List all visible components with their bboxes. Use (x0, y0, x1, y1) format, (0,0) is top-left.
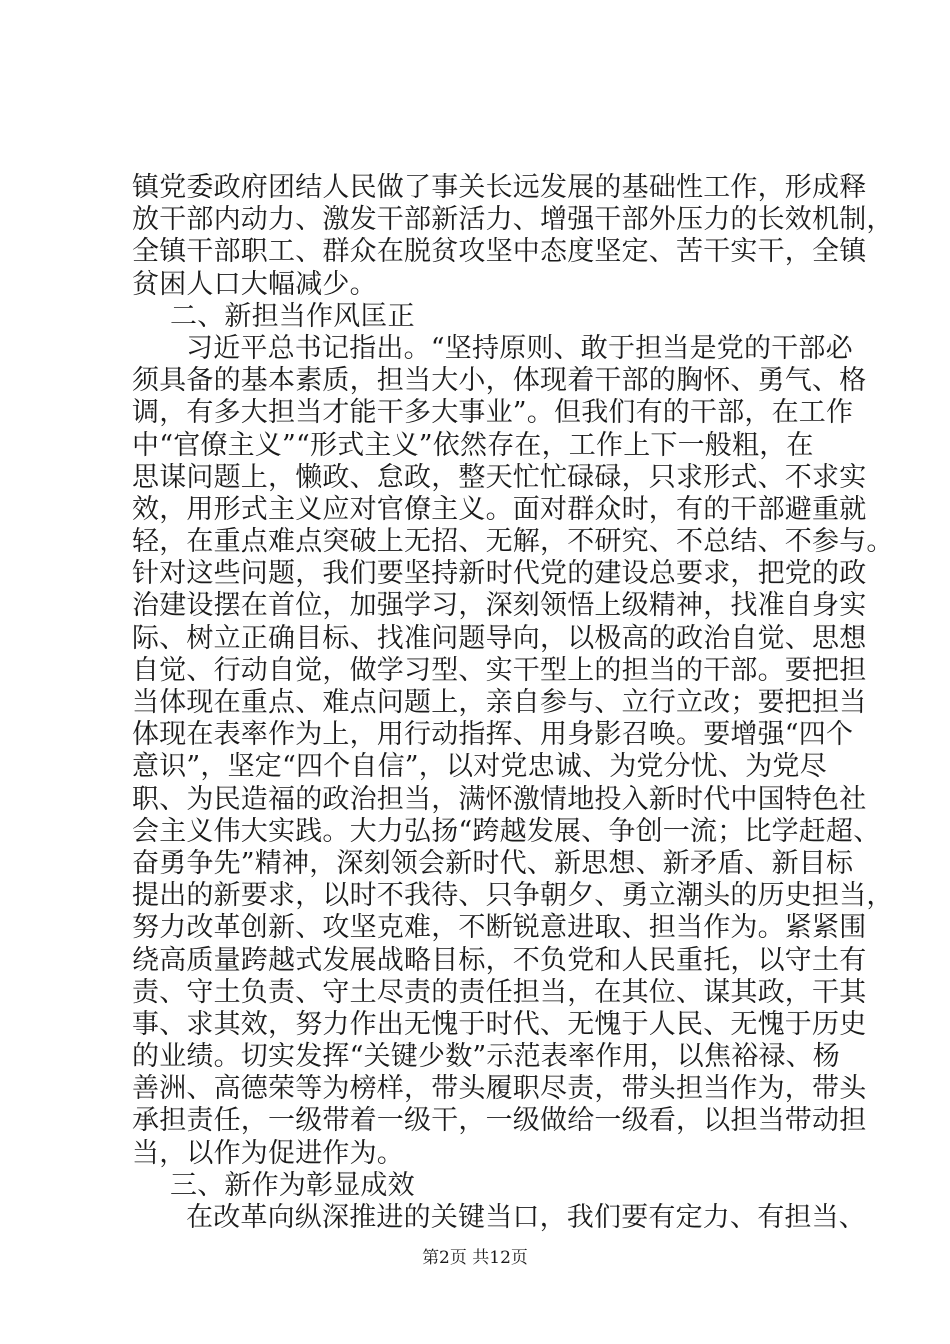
text-line: 承担责任，一级带着一级干，一级做给一级看，以担当带动担 (132, 1105, 867, 1137)
text-line: 治建设摆在首位，加强学习，深刻领悟上级精神，找准自身实 (132, 590, 867, 622)
text-line: 提出的新要求，以时不我待、只争朝夕、勇立潮头的历史担当， (132, 880, 894, 912)
text-line: 体现在表率作为上，用行动指挥、用身影召唤。要增强“四个 (132, 719, 854, 751)
section-heading: 三、新作为彰显成效 (170, 1169, 415, 1201)
text-line: 的业绩。切实发挥“关键少数”示范表率作用，以焦裕禄、杨 (132, 1041, 841, 1073)
text-line: 思谋问题上，懒政、怠政，整天忙忙碌碌，只求形式、不求实 (132, 461, 867, 493)
paragraph-first-line: 在改革向纵深推进的关键当口，我们要有定力、有担当、 (186, 1202, 866, 1233)
text-line: 镇党委政府团结人民做了事关长远发展的基础性工作，形成释 (132, 172, 867, 203)
text-line: 当，以作为促进作为。 (132, 1137, 404, 1169)
text-line: 事、求其效，努力作出无愧于时代、无愧于人民、无愧于历史 (132, 1008, 867, 1040)
text-line: 全镇干部职工、群众在脱贫攻坚中态度坚定、苦干实干，全镇 (132, 236, 867, 268)
text-line: 贫困人口大幅减少。 (132, 268, 377, 300)
text-line: 针对这些问题，我们要坚持新时代党的建设总要求，把党的政 (132, 558, 867, 590)
text-line: 善洲、高德荣等为榜样，带头履职尽责，带头担当作为，带头 (132, 1073, 867, 1105)
text-line: 调，有多大担当才能干多大事业”。但我们有的干部，在工作 (132, 397, 854, 429)
text-line: 轻，在重点难点突破上无招、无解，不研究、不总结、不参与。 (132, 526, 894, 558)
text-line: 效，用形式主义应对官僚主义。面对群众时，有的干部避重就 (132, 493, 867, 525)
text-line: 职、为民造福的政治担当，满怀激情地投入新时代中国特色社 (132, 783, 867, 815)
text-line: 责、守土负责、守土尽责的责任担当，在其位、谋其政，干其 (132, 976, 867, 1008)
text-line: 会主义伟大实践。大力弘扬“跨越发展、争创一流；比学赶超、 (132, 815, 881, 847)
text-line: 当体现在重点、难点问题上，亲自参与、立行立改；要把担当 (132, 687, 867, 718)
text-line: 自觉、行动自觉，做学习型、实干型上的担当的干部。要把担 (132, 654, 867, 686)
text-line: 中“官僚主义”“形式主义”依然存在，工作上下一般粗，在 (132, 429, 814, 461)
document-body (132, 172, 894, 1234)
text-line: 努力改革创新、攻坚克难，不断锐意进取、担当作为。紧紧围 (132, 912, 867, 944)
text-line: 奋勇争先”精神，深刻领会新时代、新思想、新矛盾、新目标 (132, 847, 854, 879)
text-line: 际、树立正确目标、找准问题导向，以极高的政治自觉、思想 (132, 622, 867, 654)
text-line: 绕高质量跨越式发展战略目标，不负党和人民重托，以守土有 (132, 944, 867, 976)
page-number-footer: 第2页 共12页 (422, 1248, 528, 1268)
paragraph-first-line: 习近平总书记指出。“坚持原则、敢于担当是党的干部必 (186, 332, 853, 364)
text-line: 放干部内动力、激发干部新活力、增强干部外压力的长效机制， (132, 204, 894, 236)
text-line: 意识”，坚定“四个自信”，以对党忠诚、为党分忧、为党尽 (132, 751, 827, 783)
section-heading: 二、新担当作风匡正 (170, 300, 415, 332)
text-line: 须具备的基本素质，担当大小，体现着干部的胸怀、勇气、格 (132, 365, 867, 397)
